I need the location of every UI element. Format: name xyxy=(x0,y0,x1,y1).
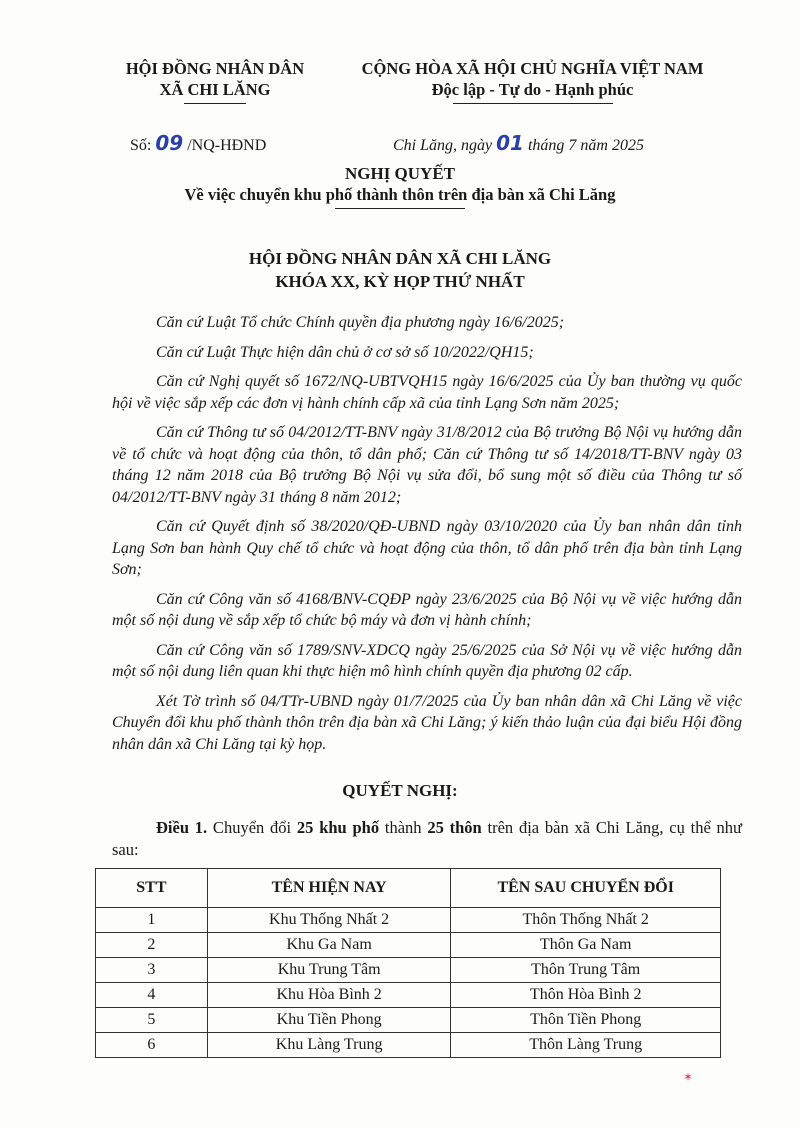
cell-current-name: Khu Làng Trung xyxy=(207,1033,451,1058)
decision-heading: QUYẾT NGHỊ: xyxy=(342,781,458,800)
column-header-stt: STT xyxy=(96,869,208,908)
cell-stt: 1 xyxy=(96,908,208,933)
table-row xyxy=(96,933,721,958)
cell-current-name: Khu Hòa Bình 2 xyxy=(207,983,451,1008)
place-date xyxy=(393,131,644,155)
cell-current-name: Khu Thống Nhất 2 xyxy=(207,908,451,933)
issuing-organization xyxy=(110,58,320,104)
cell-stt: 6 xyxy=(96,1033,208,1058)
basis-item: Căn cứ Quyết định số 38/2020/QĐ-UBND ngày 03/10/2020 của Ủy ban nhân dân tỉnh Lạng Sơn ban hành Quy chế tổ chức và hoạt động của thôn, tổ dân phố trên địa bàn tỉnh Lạng Sơn; xyxy=(112,518,742,578)
basis-item: Căn cứ Công văn số 1789/SNV-XDCQ ngày 25/6/2025 của Sở Nội vụ về việc hướng dẫn một số nội dung liên quan khi thực hiện mô hình chính quyền địa phương 02 cấp. xyxy=(112,641,742,680)
table-row xyxy=(96,983,721,1008)
basis-item: Xét Tờ trình số 04/TTr-UBND ngày 01/7/2025 của Ủy ban nhân dân xã Chi Lăng về việc Chuyển đổi khu phố thành thôn trên địa bàn xã Chi Lăng; ý kiến thảo luận của đại biểu Hội đồng nhân dân xã Chi Lăng tại kỳ họp. xyxy=(112,692,742,753)
cell-current-name: Khu Tiền Phong xyxy=(207,1008,451,1033)
cell-new-name: Thôn Trung Tâm xyxy=(451,958,721,983)
table-row xyxy=(96,1033,721,1058)
document-subject: Về việc chuyển khu phố thành thôn trên địa bàn xã Chi Lăng xyxy=(184,185,616,204)
date-day-handwritten: 01 xyxy=(496,131,524,155)
basis-item: Căn cứ Nghị quyết số 1672/NQ-UBTVQH15 ngày 16/6/2025 của Ủy ban thường vụ quốc hội về việc sắp xếp các đơn vị hành chính cấp xã của tỉnh Lạng Sơn năm 2025; xyxy=(112,373,742,412)
cell-new-name: Thôn Hòa Bình 2 xyxy=(451,983,721,1008)
cell-new-name: Thôn Ga Nam xyxy=(451,933,721,958)
council-heading xyxy=(0,247,800,293)
motto-underline xyxy=(453,103,613,104)
basis-item: Căn cứ Luật Tổ chức Chính quyền địa phương ngày 16/6/2025; xyxy=(156,314,565,331)
article-1 xyxy=(112,817,742,861)
article-bold-count: 25 thôn xyxy=(427,818,482,837)
basis-item: Căn cứ Công văn số 4168/BNV-CQĐP ngày 23/6/2025 của Bộ Nội vụ về việc hướng dẫn một số nội dung về sắp xếp tổ chức bộ máy và đơn vị hành chính; xyxy=(112,590,742,629)
document-type: NGHỊ QUYẾT xyxy=(344,164,456,183)
national-motto: Độc lập - Tự do - Hạnh phúc xyxy=(431,80,634,99)
article-text: thành xyxy=(379,818,428,837)
cell-stt: 5 xyxy=(96,1008,208,1033)
council-session: KHÓA XX, KỲ HỌP THỨ NHẤT xyxy=(275,272,525,291)
legal-basis xyxy=(112,312,742,763)
column-header-current-name: TÊN HIỆN NAY xyxy=(207,869,451,908)
resolution-title xyxy=(0,163,800,209)
table-row xyxy=(96,1008,721,1033)
cell-current-name: Khu Trung Tâm xyxy=(207,958,451,983)
table-row xyxy=(96,958,721,983)
doc-number-suffix: /NQ-HĐND xyxy=(187,137,267,154)
cell-current-name: Khu Ga Nam xyxy=(207,933,451,958)
council-name: HỘI ĐỒNG NHÂN DÂN XÃ CHI LĂNG xyxy=(248,249,552,268)
org-name-line2: XÃ CHI LĂNG xyxy=(159,80,271,99)
article-text: trên địa bàn xã Chi Lăng, cụ thể như sau: xyxy=(112,818,742,859)
article-text: Chuyển đổi xyxy=(207,818,297,837)
document-number xyxy=(130,131,266,155)
basis-item: Căn cứ Thông tư số 04/2012/TT-BNV ngày 31/8/2012 của Bộ trưởng Bộ Nội vụ hướng dẫn về tổ chức và hoạt động của thôn, tổ dân phố; Căn cứ Thông tư số 14/2018/TT-BNV ngày 03 tháng 12 năm 2018 của Bộ trưởng Bộ Nội vụ sửa đổi, bổ sung một số điều của Thông tư số 04/2012/TT-BNV ngày 31 tháng 8 năm 2012; xyxy=(112,424,742,506)
cell-stt: 3 xyxy=(96,958,208,983)
date-prefix: Chi Lăng, ngày xyxy=(393,137,493,154)
table-header-row xyxy=(96,869,721,908)
article-bold-count: 25 khu phố xyxy=(296,818,380,837)
title-underline xyxy=(335,208,465,209)
scan-mark-icon: ✶ xyxy=(683,1070,694,1084)
column-header-new-name: TÊN SAU CHUYỂN ĐỔI xyxy=(451,869,721,908)
basis-item: Căn cứ Luật Thực hiện dân chủ ở cơ sở số 10/2022/QH15; xyxy=(156,343,534,361)
doc-number-handwritten: 09 xyxy=(155,131,184,155)
cell-stt: 2 xyxy=(96,933,208,958)
conversion-table xyxy=(95,868,721,1058)
cell-new-name: Thôn Thống Nhất 2 xyxy=(451,908,721,933)
cell-new-name: Thôn Làng Trung xyxy=(451,1033,721,1058)
org-name-line1: HỘI ĐỒNG NHÂN DÂN xyxy=(125,59,305,78)
national-header xyxy=(335,58,730,104)
date-suffix: tháng 7 năm 2025 xyxy=(527,137,644,154)
cell-stt: 4 xyxy=(96,983,208,1008)
cell-new-name: Thôn Tiền Phong xyxy=(451,1008,721,1033)
article-label: Điều 1. xyxy=(156,818,208,837)
org-underline xyxy=(184,103,246,104)
table-row xyxy=(96,908,721,933)
doc-number-prefix: Số: xyxy=(130,137,152,154)
nation-name: CỘNG HÒA XÃ HỘI CHỦ NGHĨA VIỆT NAM xyxy=(361,59,704,78)
